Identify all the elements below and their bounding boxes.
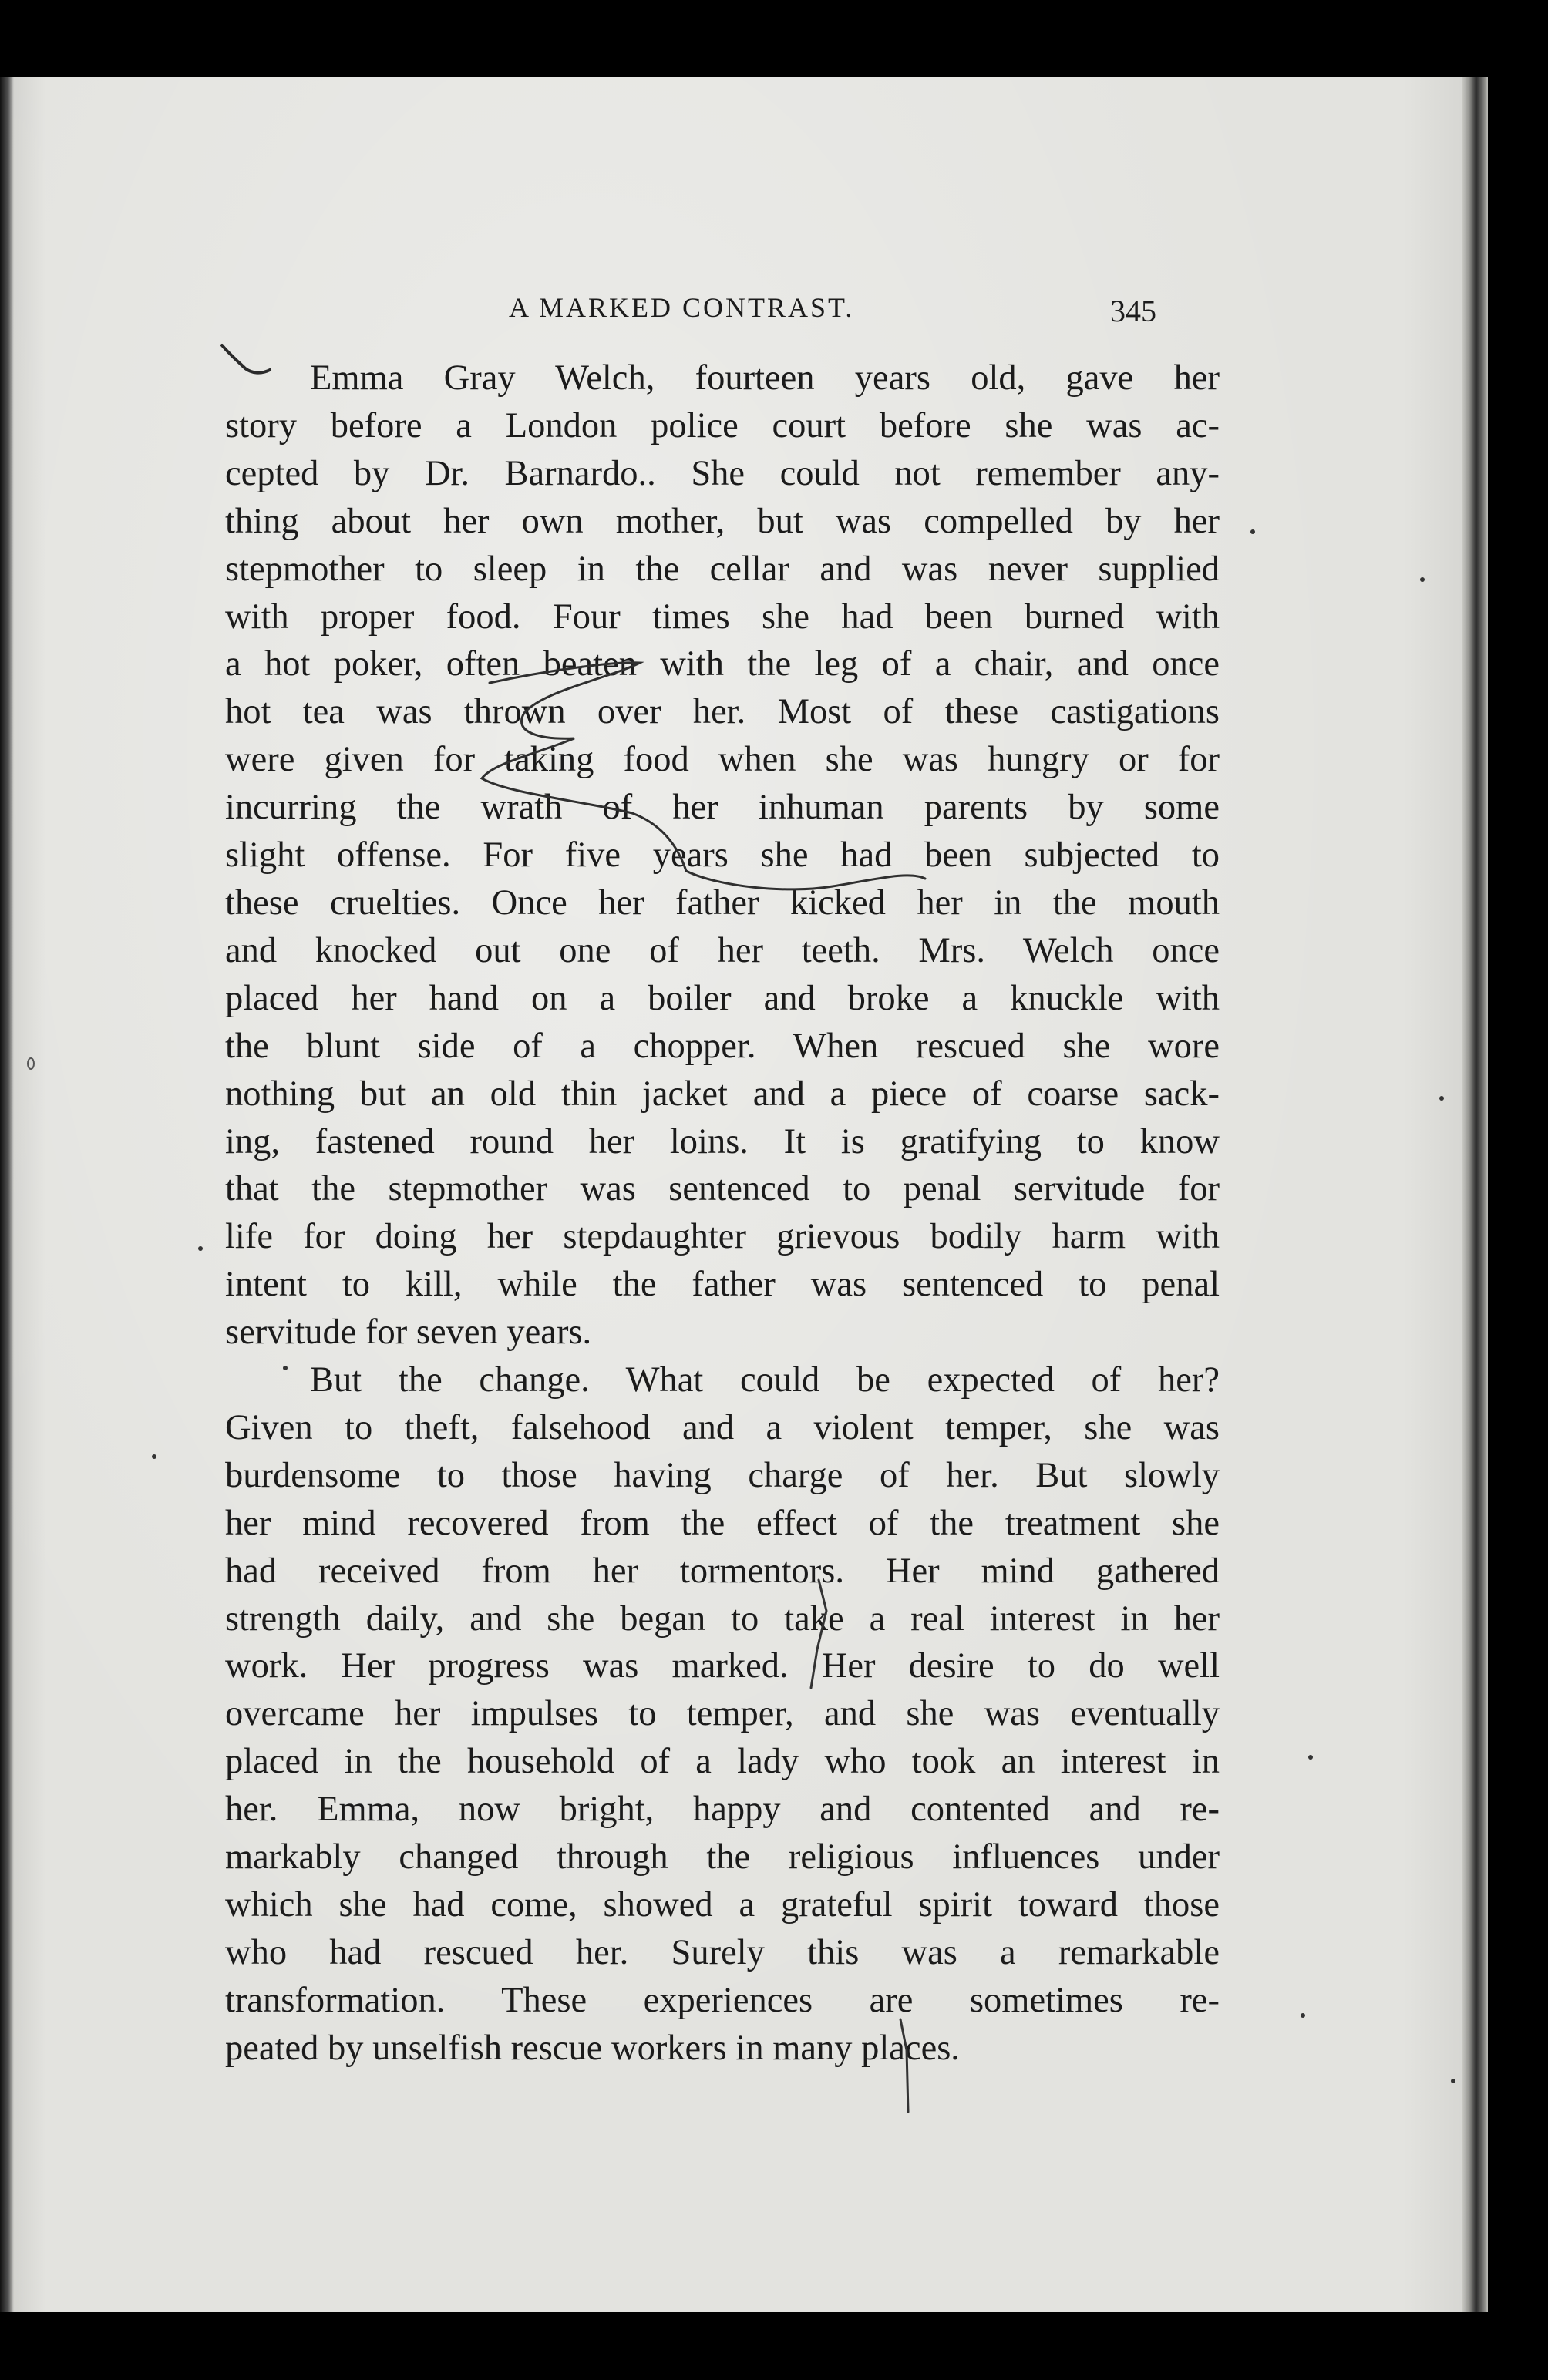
text-line: had received from her tormentors. Her mind gathered [225, 1551, 1220, 1591]
text-line: these cruelties. Once her father kicked her in the mouth [225, 882, 1220, 923]
text-line: that the stepmother was sentenced to penal servitude for [225, 1169, 1220, 1209]
text-line: ing, fastened round her loins. It is gratifying to know [225, 1121, 1220, 1161]
page-left-edge [0, 77, 14, 2312]
text-line: who had rescued her. Surely this was a remarkable [225, 1932, 1220, 1972]
text-line: burdensome to those having charge of her. But slowly [225, 1455, 1220, 1495]
text-line: life for doing her stepdaughter grievous bodily harm with [225, 1217, 1220, 1257]
text-line: incurring the wrath of her inhuman parents by some [225, 788, 1220, 828]
text-line: placed in the household of a lady who took an interest in [225, 1742, 1220, 1782]
paragraph-1 [225, 355, 1220, 1356]
text-line: with proper food. Four times she had been burned with [225, 597, 1220, 637]
text-line: her. Emma, now bright, happy and contented and re- [225, 1790, 1220, 1830]
text-line: But the change. What could be expected of her? [310, 1360, 1220, 1400]
text-line: and knocked out one of her teeth. Mrs. Welch once [225, 930, 1220, 970]
paragraph-2 [225, 1356, 1220, 2072]
text-line: cepted by Dr. Barnardo.. She could not remember any- [225, 453, 1220, 493]
text-line: which she had come, showed a grateful spirit toward those [225, 1885, 1220, 1925]
running-head: A MARKED CONTRAST. [509, 292, 855, 323]
text-line: slight offense. For five years she had been subjected to [225, 835, 1220, 876]
text-line: Given to theft, falsehood and a violent temper, she was [225, 1407, 1220, 1447]
text-line: overcame her impulses to temper, and she was eventually [225, 1694, 1220, 1734]
text-line: peated by unselfish rescue workers in many places. [225, 2028, 960, 2068]
text-line: work. Her progress was marked. Her desire to do well [225, 1646, 1220, 1686]
text-line: placed her hand on a boiler and broke a knuckle with [225, 978, 1220, 1018]
text-line: markably changed through the religious influences under [225, 1837, 1220, 1877]
text-line: transformation. These experiences are sometimes re- [225, 1980, 1220, 2020]
text-line: strength daily, and she began to take a real interest in her [225, 1598, 1220, 1639]
text-line: hot tea was thrown over her. Most of these castigations [225, 692, 1220, 732]
text-line: stepmother to sleep in the cellar and was never supplied [225, 549, 1220, 589]
page-number: 345 [1110, 294, 1156, 328]
text-line: story before a London police court before she was ac- [225, 405, 1220, 445]
text-line: a hot poker, often beaten with the leg of a chair, and once [225, 644, 1220, 684]
text-line: nothing but an old thin jacket and a piece of coarse sack- [225, 1074, 1220, 1114]
text-line: Emma Gray Welch, fourteen years old, gave her [310, 358, 1220, 398]
text-line: servitude for seven years. [225, 1313, 592, 1353]
book-spine-edge [1462, 77, 1488, 2312]
text-line: thing about her own mother, but was compelled by her [225, 501, 1220, 541]
text-line: her mind recovered from the effect of the treatment she [225, 1503, 1220, 1543]
body-text [225, 355, 1220, 2072]
text-line: were given for taking food when she was hungry or for [225, 740, 1220, 780]
text-line: intent to kill, while the father was sentenced to penal [225, 1265, 1220, 1305]
text-line: the blunt side of a chopper. When rescued she wore [225, 1026, 1220, 1066]
page-header [509, 291, 1280, 338]
